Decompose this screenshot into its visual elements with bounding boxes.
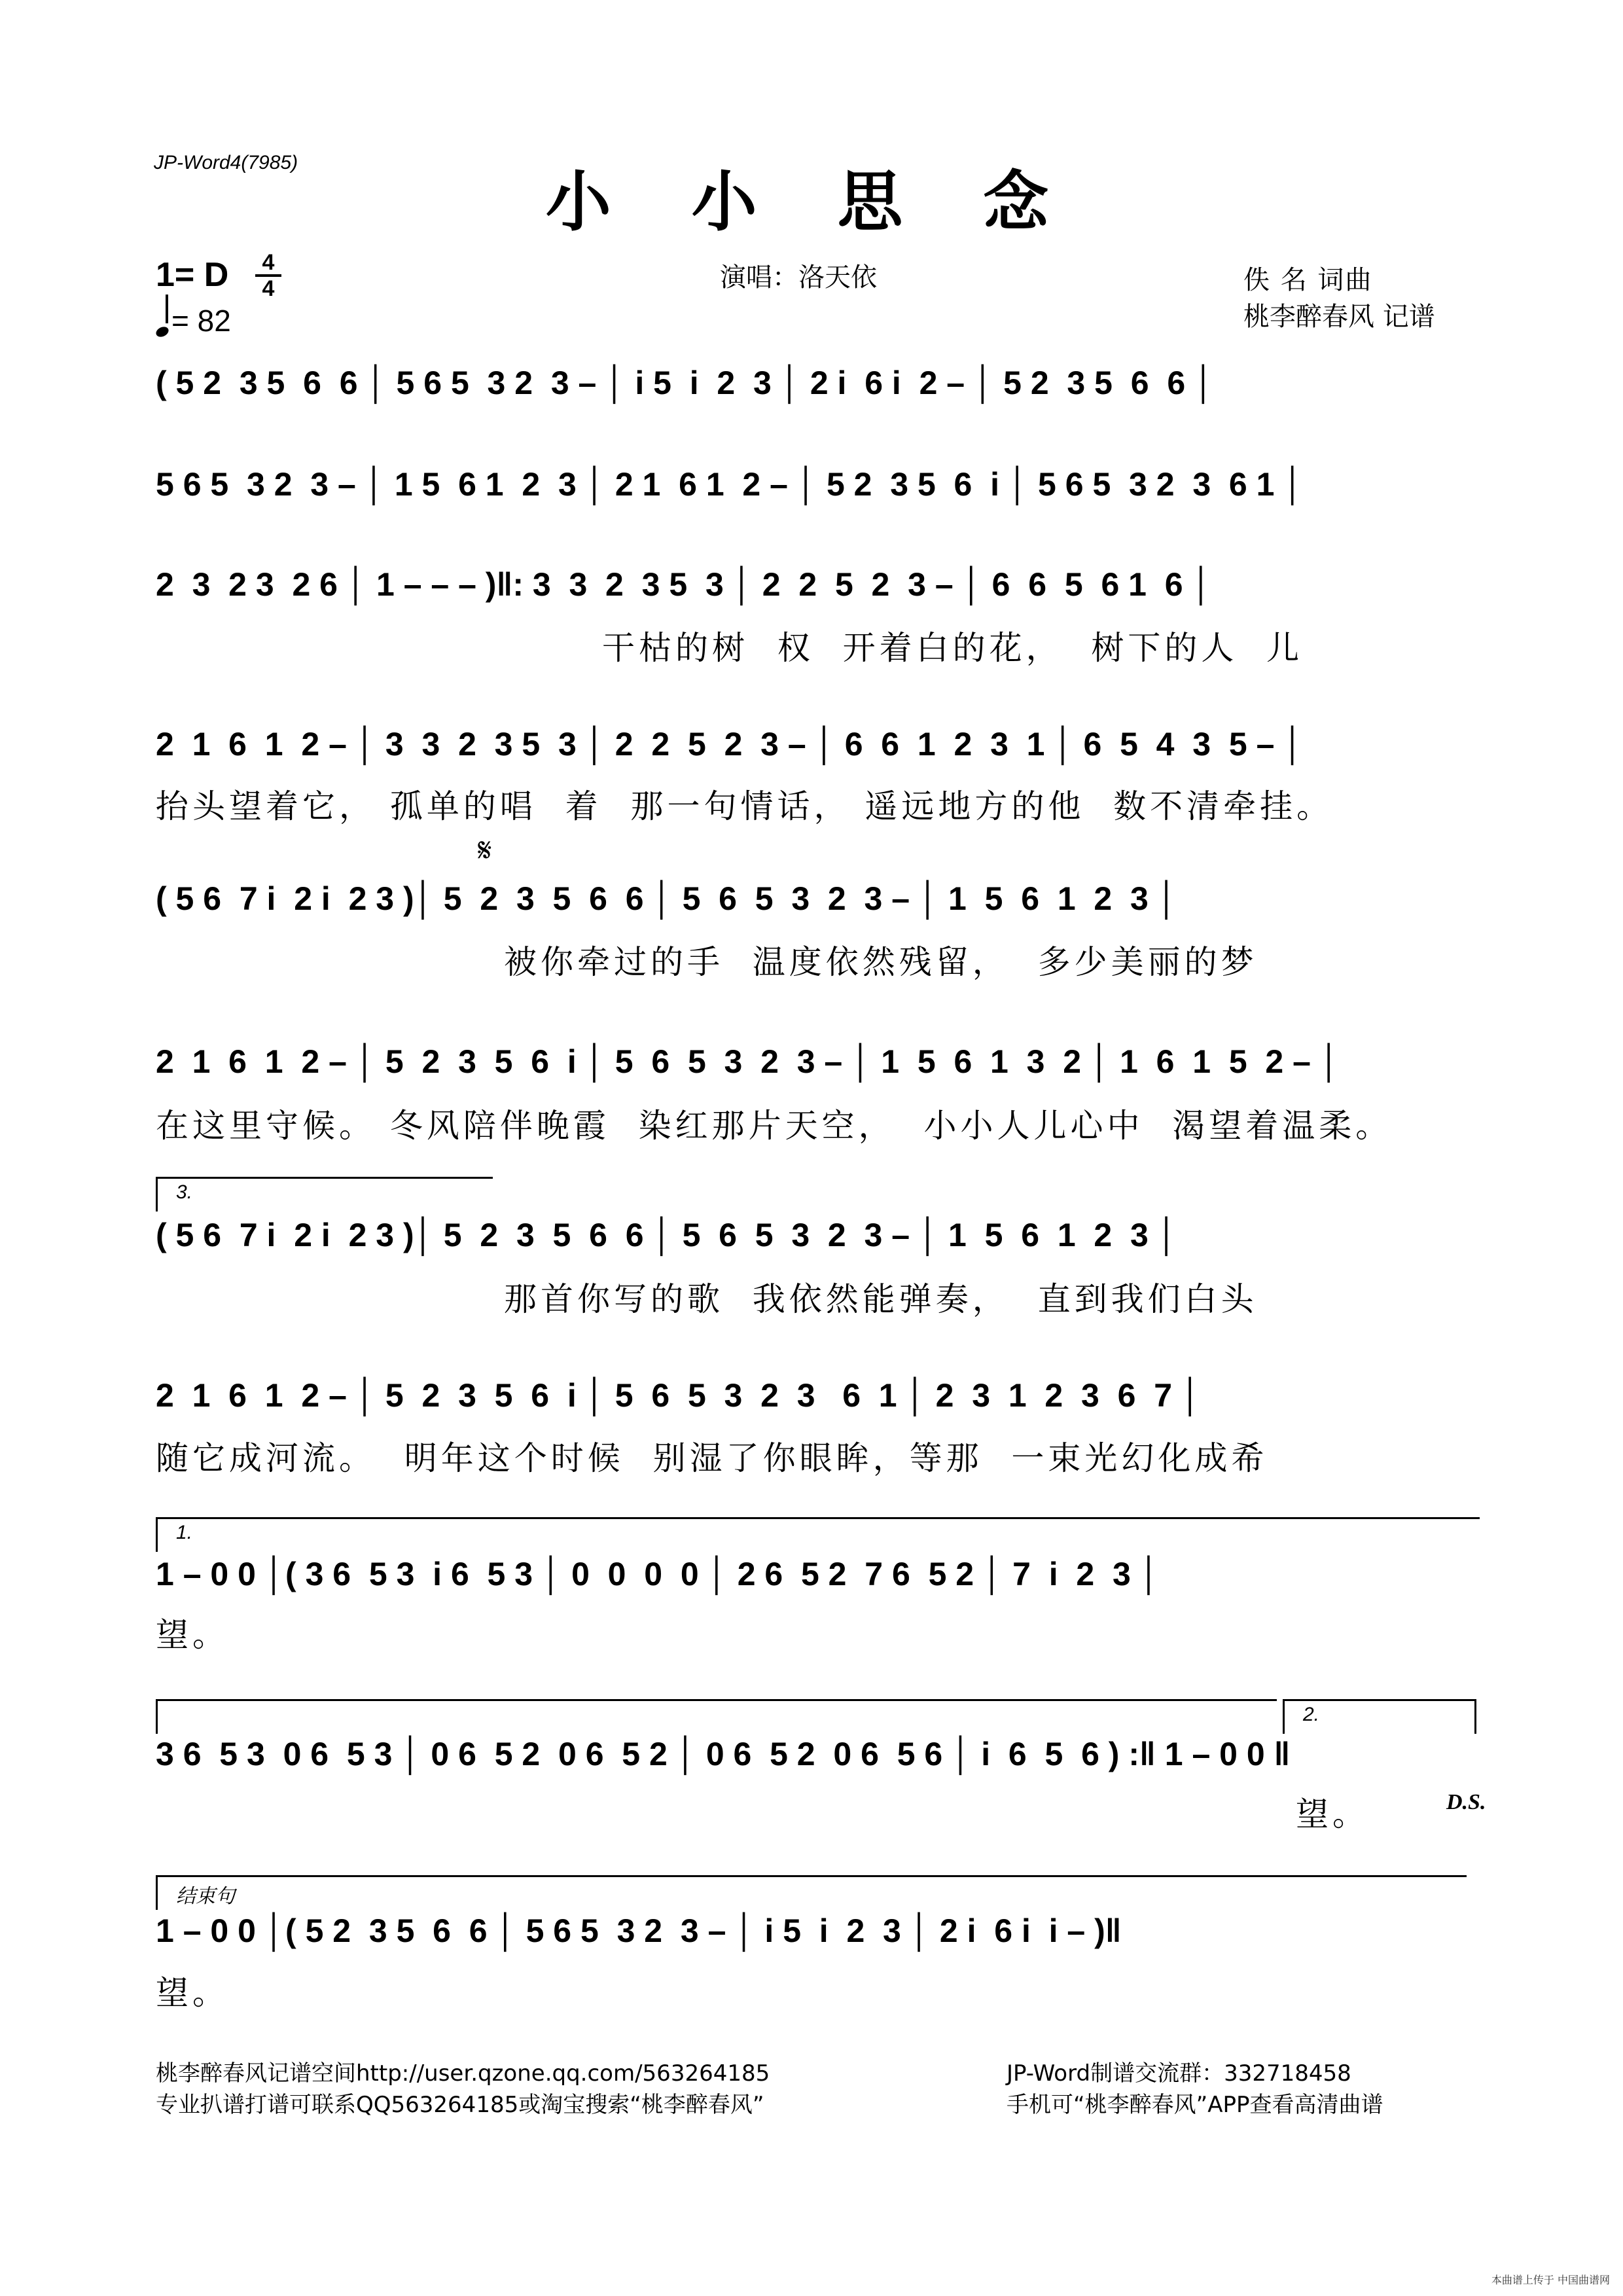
singer: 演唱：洛天依	[720, 262, 877, 293]
volta-first: 1.	[156, 1517, 1480, 1552]
score-row-8: 2 1 6 1 2 – │ 5 2 3 5 6 i │ 5 6 5 3 2 3 6 1 │ 2 3 1 2 3 6 7 │	[156, 1377, 1202, 1414]
lyric-line-8: 望。	[1296, 1795, 1369, 1833]
time-signature-bottom: 4	[262, 276, 275, 301]
lyric-line-4: 在这里守候。 冬风陪伴晚霞 染红那片天空， 小小人儿心中 渴望着温柔。	[156, 1107, 1393, 1145]
ds-mark: D.S.	[1446, 1790, 1486, 1814]
lyric-line-5: 那首你写的歌 我依然能弹奏， 直到我们白头	[504, 1280, 1258, 1318]
software-label: JP-Word4(7985)	[154, 152, 298, 173]
score-row-4: 2 1 6 1 2 – │ 3 3 2 3 5 3 │ 2 2 5 2 3 – │ 6 6 1 2 3 1 │ 6 5 4 3 5 – │	[156, 726, 1304, 762]
volta-third: 3.	[156, 1177, 493, 1211]
lyric-line-1: 干枯的树 权 开着白的花， 树下的人 儿	[602, 629, 1304, 667]
footer-right-2: 手机可“桃李醉春风”APP查看高清曲谱	[1007, 2092, 1383, 2118]
transcriber: 桃李醉春风 记谱	[1243, 302, 1435, 332]
page-title: 小 小 思 念	[545, 163, 1078, 240]
segno-mark: 𝄋	[478, 831, 492, 869]
volta-second: 2.	[1283, 1699, 1476, 1734]
score-row-1: ( 5 2 3 5 6 6 │ 5 6 5 3 2 3 – │ i 5 i 2 3 │ 2 i 6 i 2 – │ 5 2 3 5 6 6 │	[156, 365, 1215, 401]
score-row-11: 1 – 0 0 │( 5 2 3 5 6 6 │ 5 6 5 3 2 3 – │ i 5 i 2 3 │ 2 i 6 i i – )‖	[156, 1912, 1122, 1949]
score-row-7: ( 5 6 7 i 2 i 2 3 )│ 5 2 3 5 6 6 │ 5 6 5 3 2 3 – │ 1 5 6 1 2 3 │	[156, 1217, 1178, 1253]
tempo-value: = 82	[171, 304, 231, 338]
score-row-5: ( 5 6 7 i 2 i 2 3 )│ 5 2 3 5 6 6 │ 5 6 5 3 2 3 – │ 1 5 6 1 2 3 │	[156, 880, 1178, 917]
lyric-line-3: 被你牵过的手 温度依然残留， 多少美丽的梦	[504, 943, 1258, 981]
lyric-line-6: 随它成河流。 明年这个时候 别湿了你眼眸，等那 一束光幻化成希	[156, 1439, 1268, 1477]
time-signature	[255, 251, 281, 300]
score-row-9: 1 – 0 0 │( 3 6 5 3 i 6 5 3 │ 0 0 0 0 │ 2 6 5 2 7 6 5 2 │ 7 i 2 3 │	[156, 1556, 1160, 1592]
score-row-10: 3 6 5 3 0 6 5 3 │ 0 6 5 2 0 6 5 2 │ 0 6 5 2 0 6 5 6 │ i 6 5 6 ) :‖ 1 – 0 0 ‖	[156, 1736, 1291, 1772]
footer-left-2: 专业扒谱打谱可联系QQ563264185或淘宝搜索“桃李醉春风”	[156, 2092, 764, 2118]
score-row-3: 2 3 2 3 2 6 │ 1 – – – )‖: 3 3 2 3 5 3 │ 2 2 5 2 3 – │ 6 6 5 6 1 6 │	[156, 566, 1213, 603]
quarter-note-stem	[166, 295, 168, 323]
score-row-6: 2 1 6 1 2 – │ 5 2 3 5 6 i │ 5 6 5 3 2 3 – │ 1 5 6 1 3 2 │ 1 6 1 5 2 – │	[156, 1043, 1341, 1080]
lyricist-composer: 佚 名 词曲	[1243, 265, 1373, 295]
tempo-marking	[156, 302, 231, 338]
time-signature-top: 4	[262, 250, 275, 275]
footer-right-1: JP-Word制谱交流群：332718458	[1007, 2060, 1351, 2087]
quarter-note-icon	[154, 325, 170, 338]
lyric-line-2: 抬头望着它， 孤单的唱 着 那一句情话， 遥远地方的他 数不清牵挂。	[156, 787, 1334, 825]
key-signature: 1= D	[156, 256, 229, 294]
footer-left-1: 桃李醉春风记谱空间http://user.qzone.qq.com/563264185	[156, 2060, 770, 2087]
lyric-line-7: 望。	[156, 1616, 229, 1654]
lyric-line-9: 望。	[156, 1974, 229, 2012]
volta-ending: 结束句	[156, 1875, 1467, 1910]
upload-note: 本曲谱上传于 中国曲谱网	[1491, 2274, 1610, 2286]
score-row-2: 5 6 5 3 2 3 – │ 1 5 6 1 2 3 │ 2 1 6 1 2 – │ 5 2 3 5 6 i │ 5 6 5 3 2 3 6 1 │	[156, 466, 1304, 503]
